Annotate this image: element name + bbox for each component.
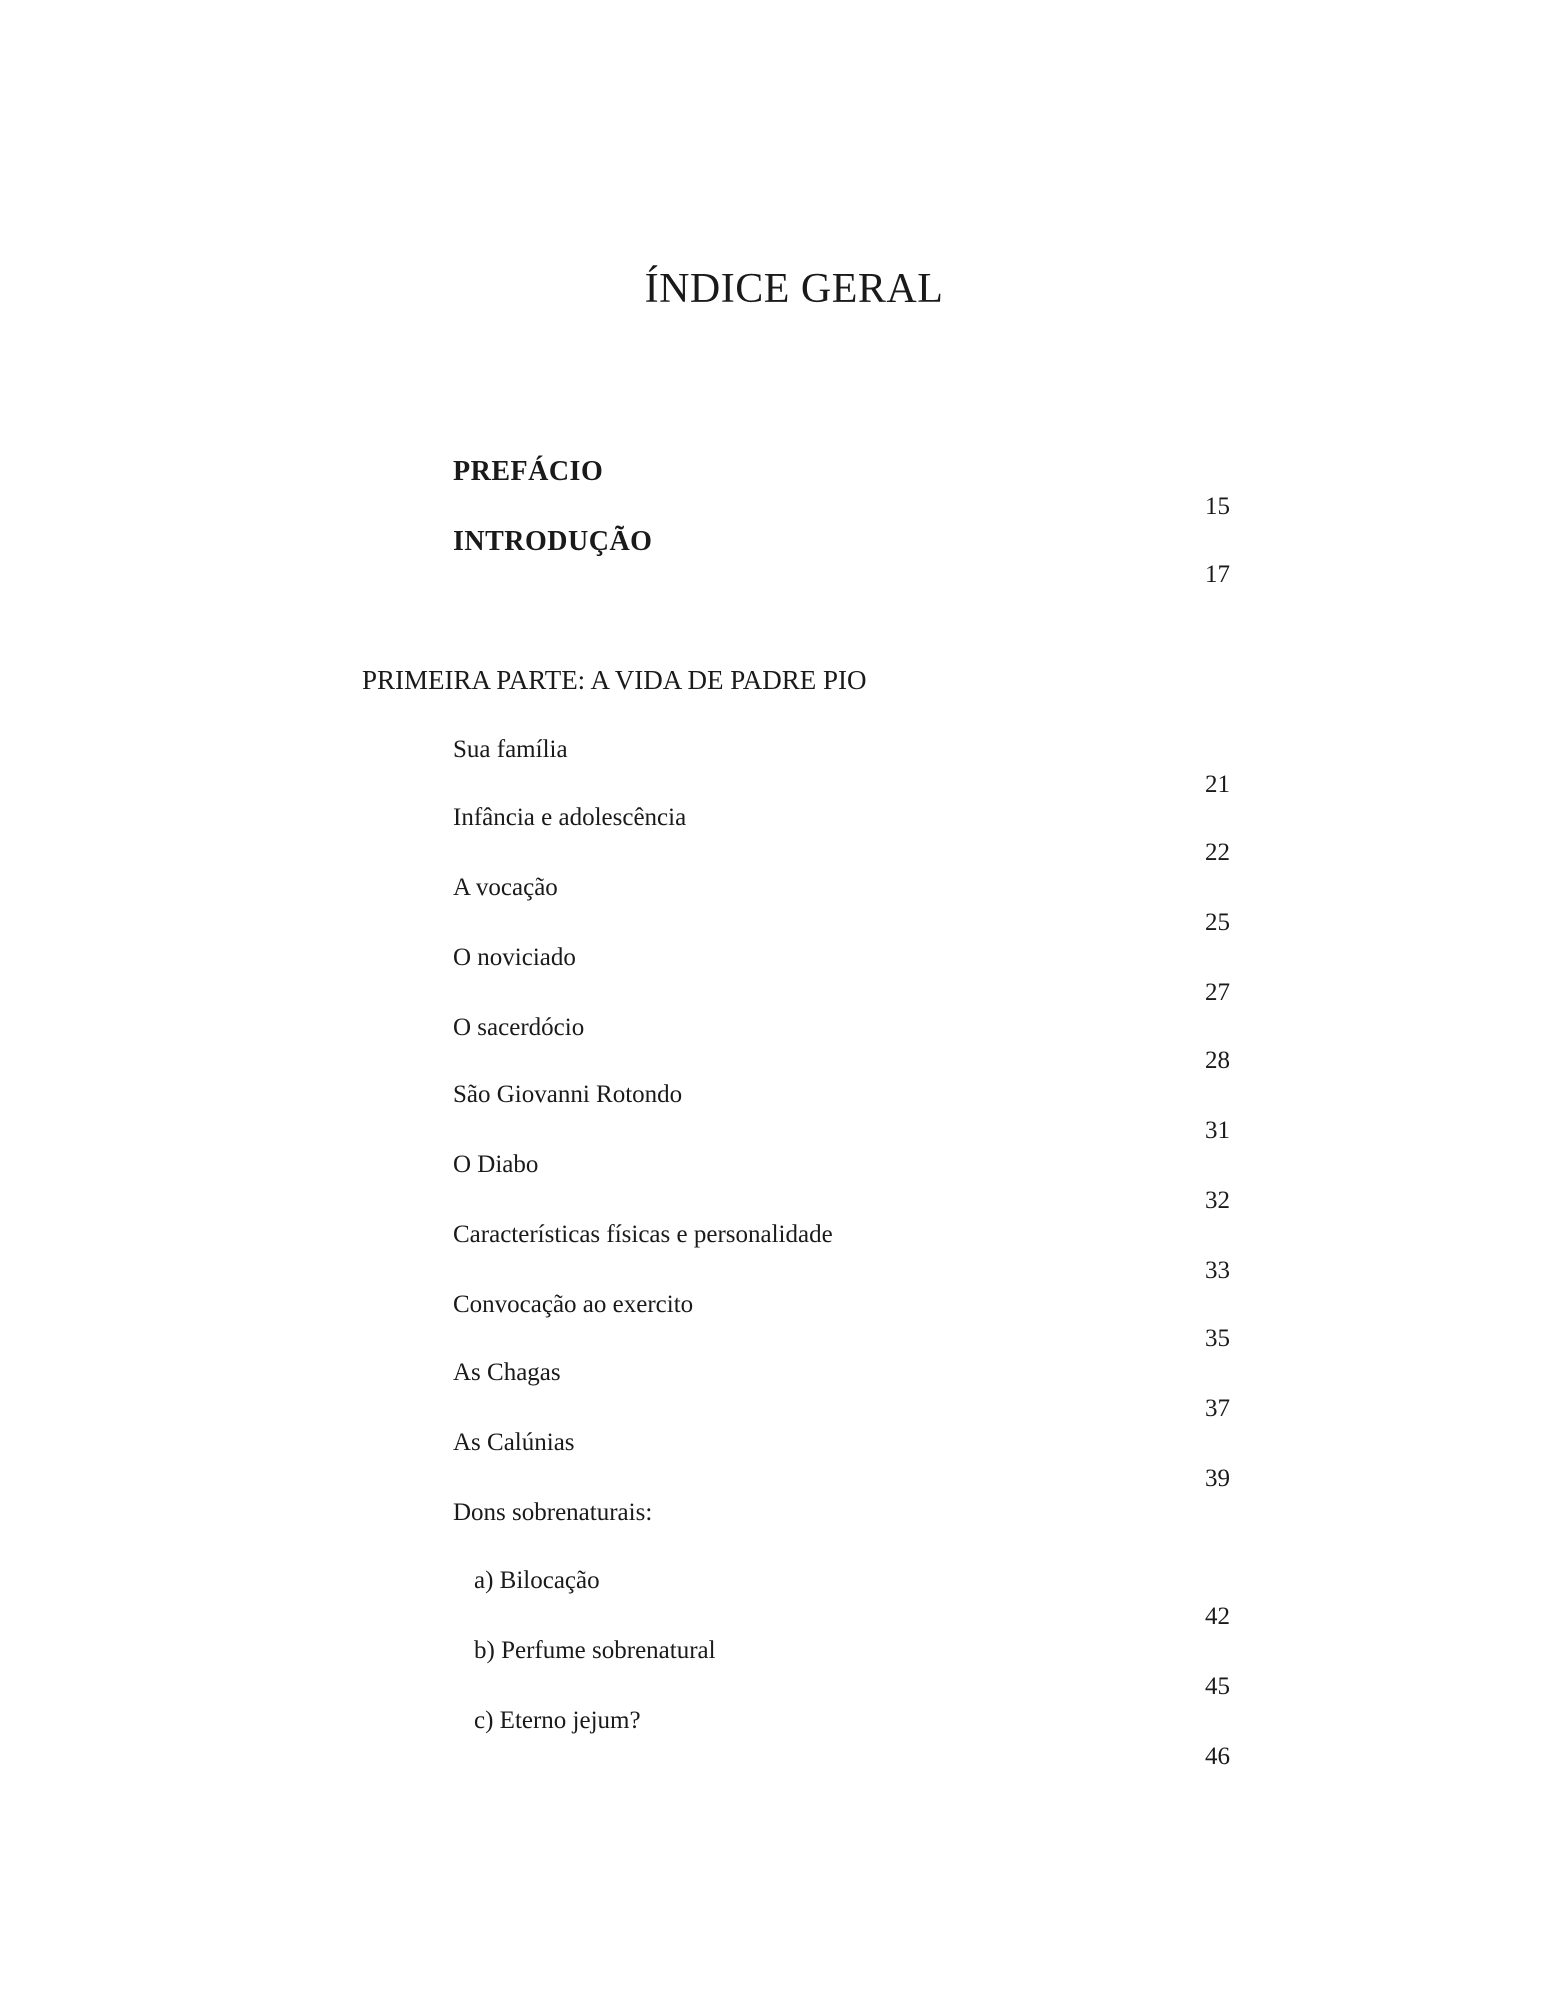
toc-entry-as-calunias[interactable]: As Calúnias — [453, 1429, 575, 1456]
toc-entry-noviciado[interactable]: O noviciado — [453, 944, 576, 971]
toc-page-number: 22 — [1205, 839, 1230, 866]
toc-page-number: 15 — [1205, 493, 1230, 520]
toc-entry-dons-sobrenaturais[interactable]: Dons sobrenaturais: — [453, 1499, 653, 1526]
toc-page-number: 32 — [1205, 1187, 1230, 1214]
toc-page-number: 35 — [1205, 1325, 1230, 1352]
toc-page-number: 39 — [1205, 1465, 1230, 1492]
toc-page-number: 21 — [1205, 771, 1230, 798]
toc-entry-o-diabo[interactable]: O Diabo — [453, 1151, 539, 1178]
toc-page-number: 28 — [1205, 1047, 1230, 1074]
toc-entry-sua-familia[interactable]: Sua família — [453, 736, 568, 763]
toc-entry-bilocacao[interactable]: a) Bilocação — [474, 1567, 600, 1594]
toc-entry-introducao[interactable]: INTRODUÇÃO — [453, 526, 653, 557]
toc-entry-caracteristicas[interactable]: Características físicas e personalidade — [453, 1221, 833, 1248]
toc-page-number: 27 — [1205, 979, 1230, 1006]
toc-page-number: 17 — [1205, 561, 1230, 588]
toc-page-number: 42 — [1205, 1603, 1230, 1630]
toc-entry-as-chagas[interactable]: As Chagas — [453, 1359, 561, 1386]
toc-page-number: 37 — [1205, 1395, 1230, 1422]
toc-entry-infancia[interactable]: Infância e adolescência — [453, 804, 687, 831]
toc-page-number: 33 — [1205, 1257, 1230, 1284]
toc-page-number: 46 — [1205, 1743, 1230, 1770]
toc-entry-eterno-jejum[interactable]: c) Eterno jejum? — [474, 1707, 641, 1734]
toc-entry-sao-giovanni-rotondo[interactable]: São Giovanni Rotondo — [453, 1081, 683, 1108]
toc-entry-prefacio[interactable]: PREFÁCIO — [453, 456, 604, 487]
toc-entry-vocacao[interactable]: A vocação — [453, 874, 558, 901]
toc-entry-convocacao[interactable]: Convocação ao exercito — [453, 1291, 694, 1318]
toc-page-number: 45 — [1205, 1673, 1230, 1700]
toc-page-number: 25 — [1205, 909, 1230, 936]
part-heading[interactable]: PRIMEIRA PARTE: A VIDA DE PADRE PIO — [362, 665, 867, 695]
toc-entry-perfume-sobrenatural[interactable]: b) Perfume sobrenatural — [474, 1637, 716, 1664]
toc-entry-sacerdocio[interactable]: O sacerdócio — [453, 1014, 585, 1041]
page-title: ÍNDICE GERAL — [644, 266, 944, 312]
toc-page-number: 31 — [1205, 1117, 1230, 1144]
